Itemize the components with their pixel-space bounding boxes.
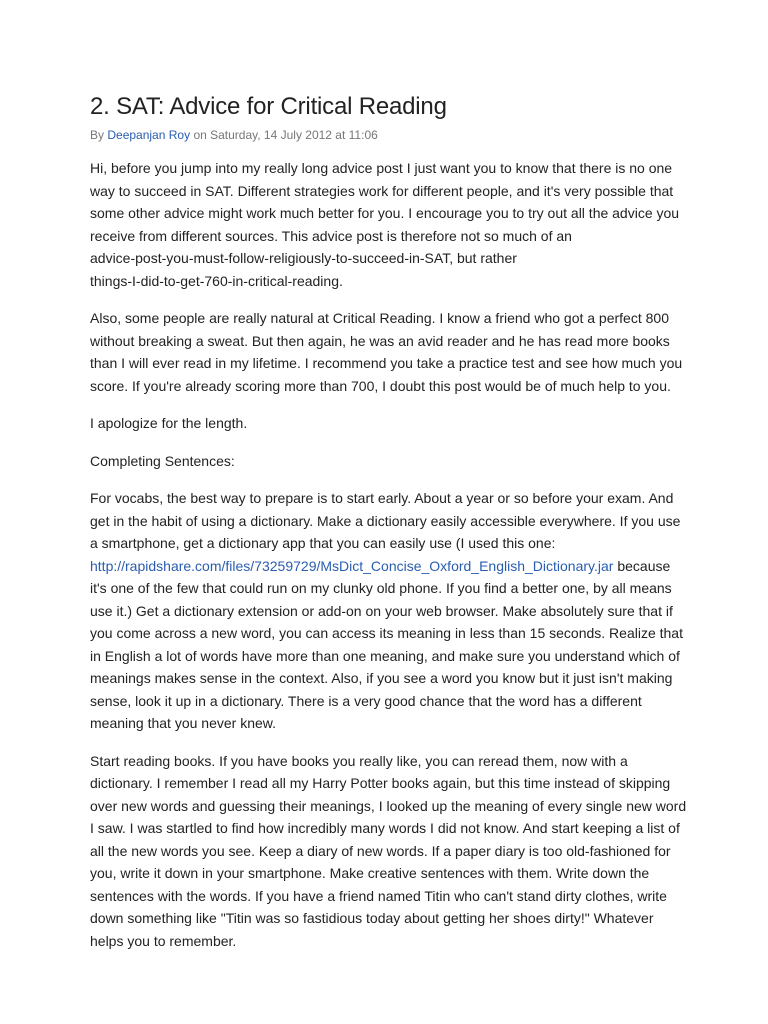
byline [90,128,378,142]
paragraph-intro-line-2: advice-post-you-must-follow-religiously-to-succeed-in-SAT, but rather [90,250,517,266]
paragraph-apology: I apologize for the length. [90,415,248,431]
article-title: 2. SAT: Advice for Critical Reading [90,93,447,120]
paragraph-vocabs-text-after: because it's one of the few that could run on my clunky old phone. If you find a better one, by all means use it.) Get a dictionary extension or add-on on your web browser. Make absolutely sure that if you come across a new word, you can access its meaning in less than 15 seconds. Realize that in English a lot of words have more than one meaning, and make sure you understand which of meanings makes sense in the context. Also, if you see a word you know but it just isn't making sense, look it up in a dictionary. There is a very good chance that the word has a different meaning that you never knew. [90,557,683,731]
paragraph-natural-readers: Also, some people are really natural at Critical Reading. I know a friend who got a perfect 800 without breaking a sweat. But then again, he was an avid reader and he has read more books than I will ever read in my lifetime. I recommend you take a practice test and see how much you score. If you're already scoring more than 700, I doubt this post would be of much help to you. [90,310,683,394]
paragraph-intro [90,157,690,292]
post-date: on Saturday, 14 July 2012 at 11:06 [193,128,378,142]
article-body [90,157,690,967]
paragraph-vocabs [90,487,690,735]
section-heading-completing-sentences: Completing Sentences: [90,452,235,469]
dictionary-download-link[interactable]: http://rapidshare.com/files/73259729/MsDict_Concise_Oxford_English_Dictionary.jar [90,557,614,574]
paragraph-vocabs-text-before: For vocabs, the best way to prepare is to start early. About a year or so before your exam. And get in the habit of using a dictionary. Make a dictionary easily accessible everywhere. If you use a smartphone, get a dictionary app that you can easily use (I used this one: [90,490,681,551]
paragraph-intro-line-3: things-I-did-to-get-760-in-critical-reading. [90,272,343,289]
paragraph-intro-text: Hi, before you jump into my really long advice post I just want you to know that there is no one way to succeed in SAT. Different strategies work for different people, and it's very possible that some other advice might work much better for you. I encourage you to try out all the advice you receive from different sources. This advice post is therefore not so much of an [90,160,680,244]
author-link[interactable]: Deepanjan Roy [107,128,191,142]
paragraph-reading-books: Start reading books. If you have books you really like, you can reread them, now with a dictionary. I remember I read all my Harry Potter books again, but this time instead of skipping over new words and guessing their meanings, I looked up the meaning of every single new word I saw. I was startled to find how incredibly many words I did not know. And start keeping a list of all the new words you see. Keep a diary of new words. If a paper diary is too old-fashioned for you, write it down in your smartphone. Make creative sentences with them. Write down the sentences with the words. If you have a friend named Titin who can't stand dirty clothes, write down something like "Titin was so fastidious today about getting her shoes dirty!" Whatever helps you to remember. [90,752,687,949]
byline-prefix: By [90,128,105,142]
